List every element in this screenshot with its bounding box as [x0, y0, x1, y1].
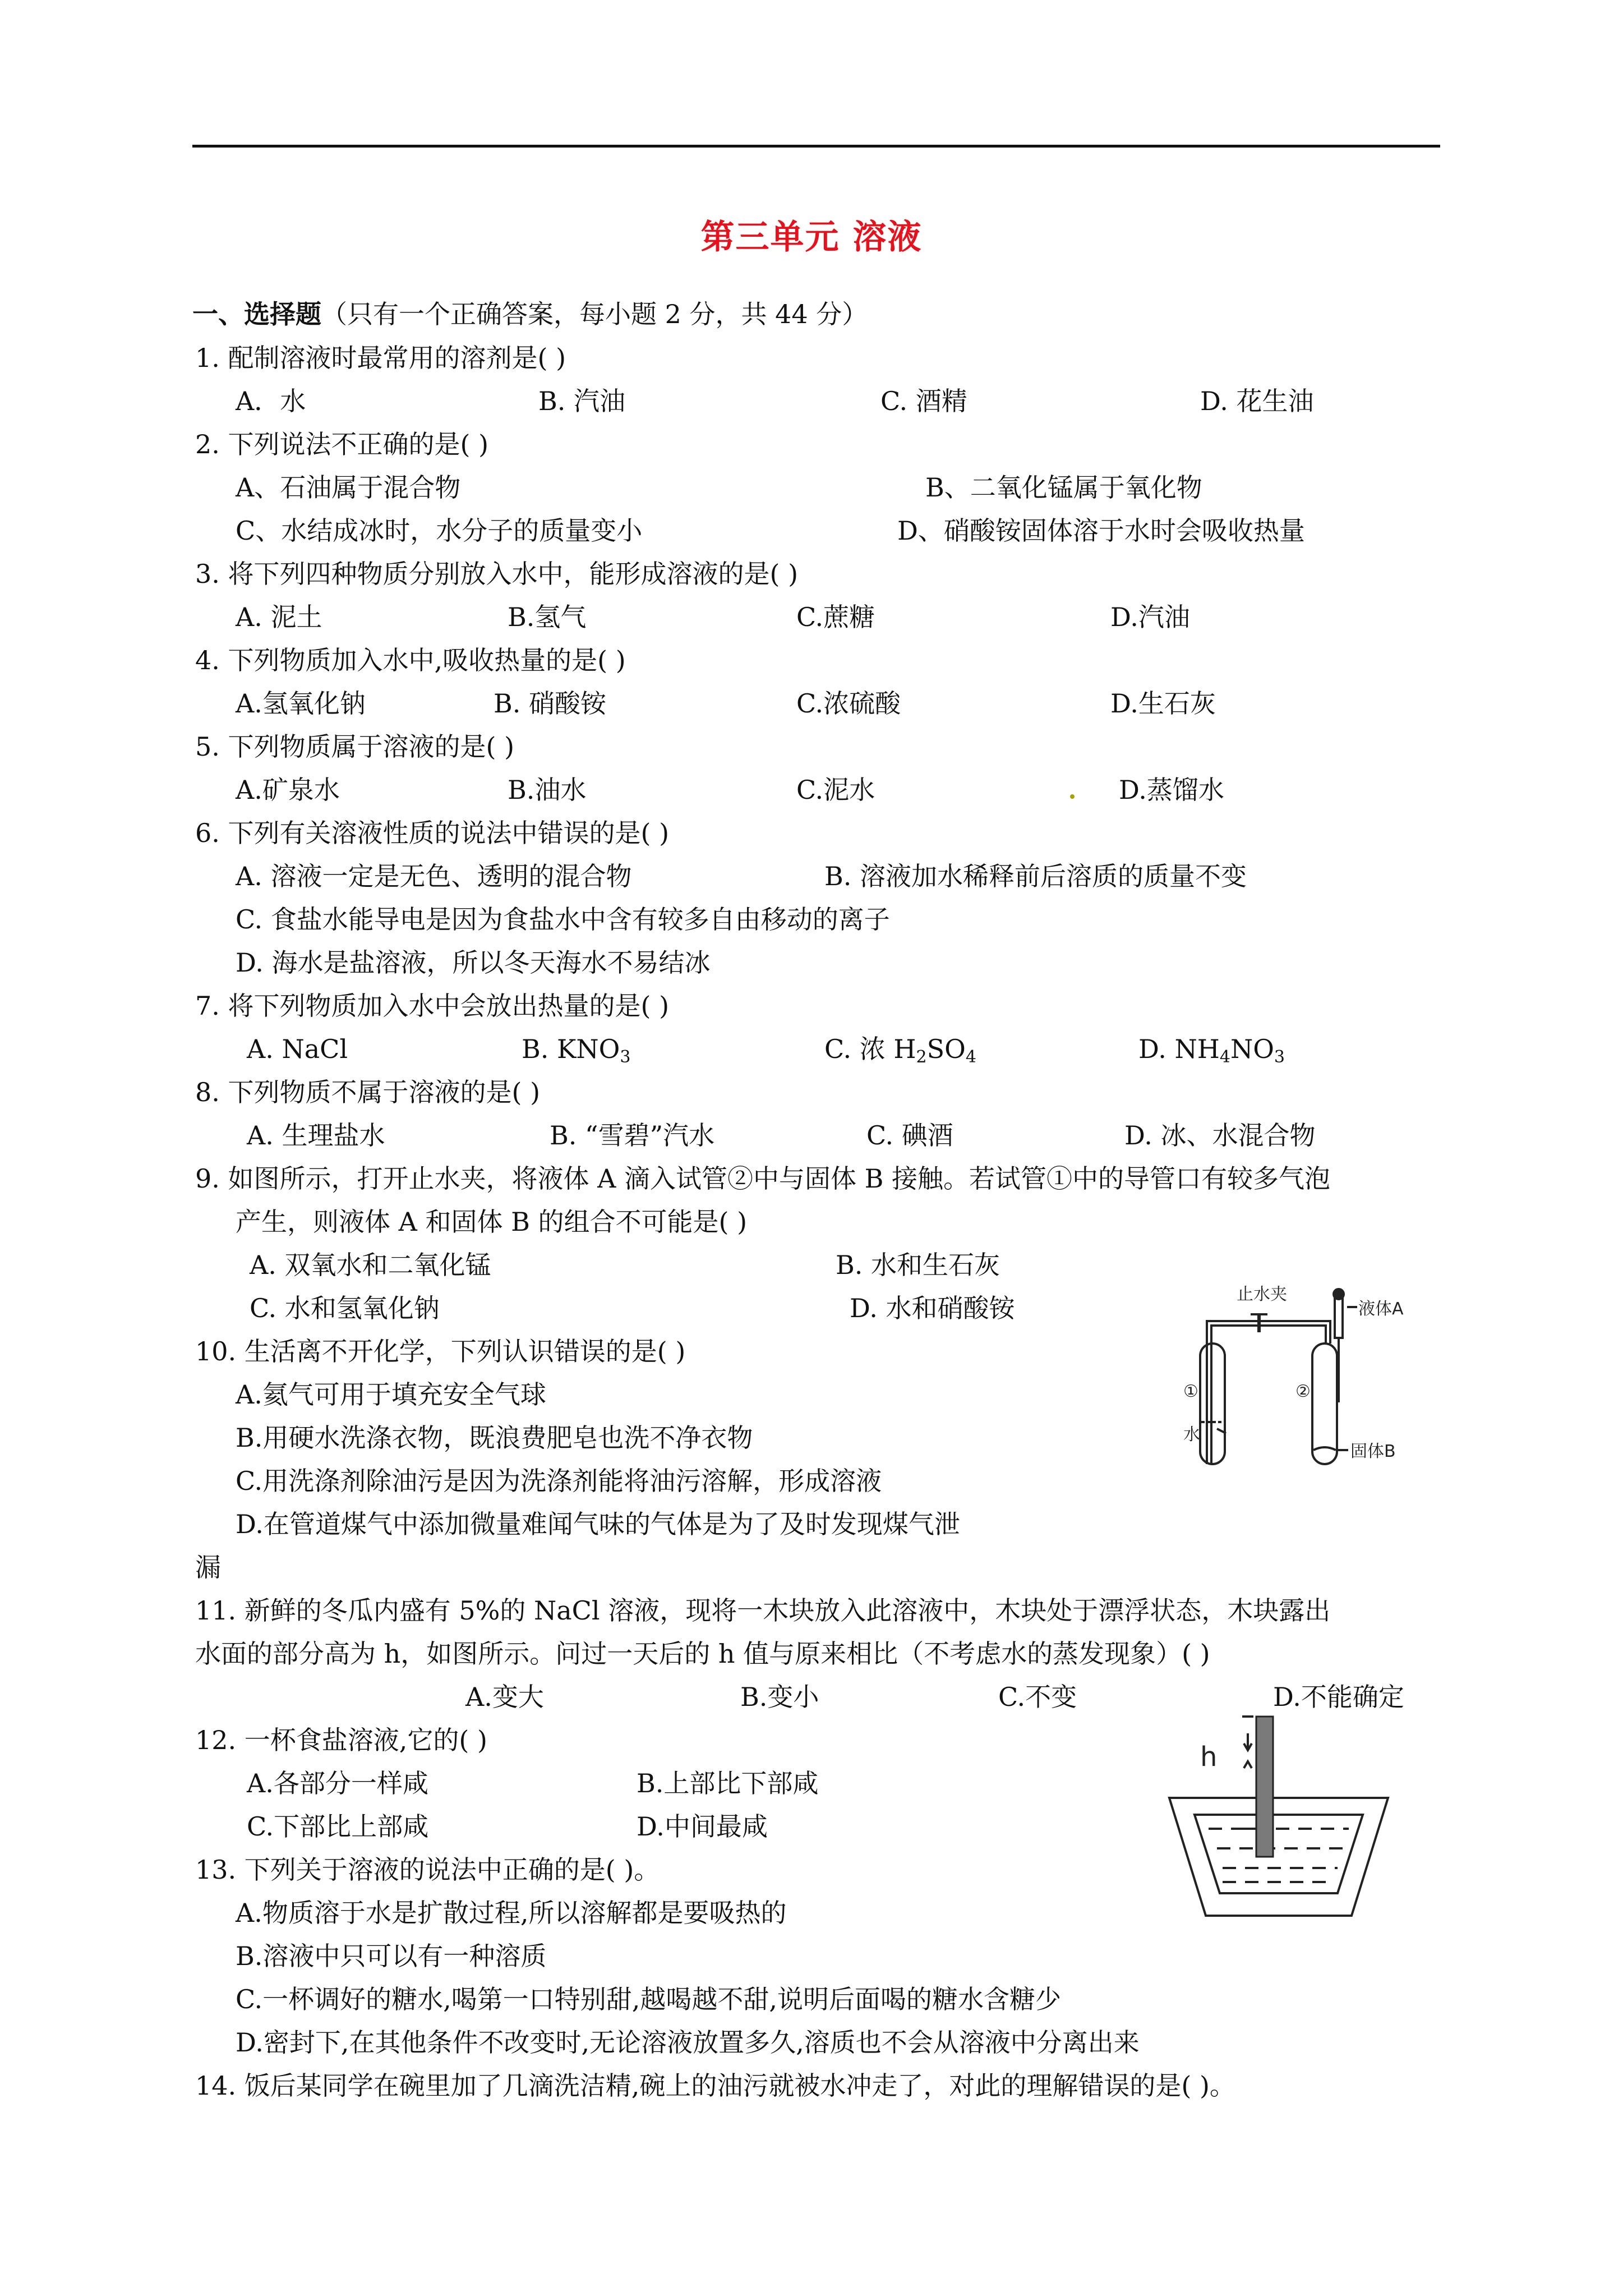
- q4-option-b: B. 硝酸铵: [494, 688, 607, 719]
- section-title: 一、选择题: [192, 299, 321, 329]
- q6-option-c: C. 食盐水能导电是因为食盐水中含有较多自由移动的离子: [236, 904, 890, 935]
- q1-option-d: D. 花生油: [1200, 386, 1314, 416]
- q5-option-c: C.泥水: [796, 775, 875, 805]
- q6-option-b: B. 溶液加水稀释前后溶质的质量不变: [824, 861, 1247, 891]
- question-14-stem: 14. 饭后某同学在碗里加了几滴洗洁精,碗上的油污就被水冲走了，对此的理解错误的是( )。: [195, 2070, 1235, 2101]
- q10-option-d-cont: 漏: [195, 1552, 221, 1582]
- q6-option-d: D. 海水是盐溶液，所以冬天海水不易结冰: [236, 947, 711, 978]
- no-text: NO: [1230, 1034, 1274, 1064]
- q3-option-c: C.蔗糖: [796, 602, 875, 632]
- q4-option-a: A.氢氧化钠: [236, 688, 366, 719]
- clamp-label: 止水夹: [1237, 1285, 1287, 1304]
- h2-subscript: 2: [916, 1047, 927, 1067]
- q7-option-c: [824, 1032, 976, 1074]
- q13-option-c: C.一杯调好的糖水,喝第一口特别甜,越喝越不甜,说明后面喝的糖水含糖少: [236, 1984, 1062, 2014]
- header-rule: [192, 145, 1440, 148]
- q10-option-b: B.用硬水洗涤衣物，既浪费肥皂也洗不净衣物: [236, 1423, 753, 1453]
- question-3-stem: 3. 将下列四种物质分别放入水中，能形成溶液的是( ): [195, 559, 799, 589]
- q9-option-b: B. 水和生石灰: [836, 1250, 1000, 1280]
- solid-b: [1313, 1447, 1336, 1450]
- section-note: （只有一个正确答案，每小题 2 分，共 44 分）: [321, 299, 868, 329]
- tube-2-label: ②: [1295, 1382, 1311, 1401]
- q1-option-c: C. 酒精: [880, 386, 967, 416]
- q7-option-b-text: B. KNO: [522, 1034, 620, 1064]
- q8-option-a: A. 生理盐水: [247, 1120, 385, 1151]
- tube-1-label: ①: [1183, 1382, 1198, 1401]
- question-9-stem-cont: 产生，则液体 A 和固体 B 的组合不可能是( ): [236, 1207, 748, 1237]
- question-13-stem: 13. 下列关于溶液的说法中正确的是( )。: [195, 1855, 660, 1885]
- q13-option-a: A.物质溶于水是扩散过程,所以溶解都是要吸热的: [236, 1898, 787, 1928]
- q11-option-d: D.不能确定: [1273, 1682, 1404, 1712]
- no3-subscript: 3: [1274, 1047, 1285, 1067]
- q11-option-b: B.变小: [740, 1682, 819, 1712]
- q7-option-d-text: D. NH: [1138, 1034, 1220, 1064]
- wood-block: [1256, 1717, 1273, 1857]
- q9-apparatus-figure: [1166, 1282, 1413, 1478]
- question-5-stem: 5. 下列物质属于溶液的是( ): [195, 731, 515, 762]
- question-1-stem: 1. 配制溶液时最常用的溶剂是( ): [195, 343, 566, 373]
- q13-option-d: D.密封下,在其他条件不改变时,无论溶液放置多久,溶质也不会从溶液中分离出来: [236, 2027, 1140, 2058]
- q9-option-d: D. 水和硝酸铵: [850, 1293, 1015, 1323]
- so4-subscript: 4: [965, 1047, 976, 1067]
- q12-option-d: D.中间最咸: [637, 1811, 768, 1842]
- q12-option-c: C.下部比上部咸: [247, 1811, 429, 1842]
- q11-floating-block-figure: [1166, 1711, 1391, 1918]
- question-2-stem: 2. 下列说法不正确的是( ): [195, 429, 489, 459]
- q6-option-a: A. 溶液一定是无色、透明的混合物: [236, 861, 632, 891]
- q13-option-b: B.溶液中只可以有一种溶质: [236, 1941, 547, 1971]
- q11-option-a: A.变大: [465, 1682, 544, 1712]
- question-9-stem: 9. 如图所示，打开止水夹，将液体 A 滴入试管②中与固体 B 接触。若试管①中的导管口有较多气泡: [195, 1163, 1331, 1194]
- q2-option-b: B、二氧化锰属于氧化物: [925, 472, 1202, 503]
- q4-option-c: C.浓硫酸: [796, 688, 901, 719]
- q3-option-d: D.汽油: [1110, 602, 1190, 632]
- q2-option-d: D、硝酸铵固体溶于水时会吸收热量: [897, 516, 1305, 546]
- q10-option-c: C.用洗涤剂除油污是因为洗涤剂能将油污溶解，形成溶液: [236, 1466, 882, 1496]
- tube-2: [1312, 1343, 1337, 1464]
- q7-option-b: [522, 1032, 630, 1074]
- question-12-stem: 12. 一杯食盐溶液,它的( ): [195, 1725, 487, 1755]
- q4-option-d: D.生石灰: [1110, 688, 1216, 719]
- q5-option-a: A.矿泉水: [236, 775, 340, 805]
- q7-option-c-text: C. 浓 H: [824, 1034, 916, 1064]
- question-4-stem: 4. 下列物质加入水中,吸收热量的是( ): [195, 645, 626, 675]
- q9-option-a: A. 双氧水和二氧化锰: [250, 1250, 491, 1280]
- solid-b-label: 固体B: [1350, 1442, 1396, 1461]
- h-label: h: [1200, 1741, 1218, 1773]
- q7-option-d: [1138, 1032, 1285, 1074]
- stray-dot: [1070, 794, 1075, 799]
- q1-option-b: B. 汽油: [538, 386, 626, 416]
- q5-option-d: D.蒸馏水: [1119, 775, 1224, 805]
- question-6-stem: 6. 下列有关溶液性质的说法中错误的是( ): [195, 818, 670, 848]
- q10-option-d: D.在管道煤气中添加微量难闻气味的气体是为了及时发现煤气泄: [236, 1509, 960, 1539]
- section-heading: [192, 297, 868, 331]
- nh4-subscript: 4: [1219, 1047, 1230, 1067]
- question-7-stem: 7. 将下列物质加入水中会放出热量的是( ): [195, 991, 670, 1021]
- q10-option-a: A.氦气可用于填充安全气球: [236, 1379, 546, 1410]
- q8-option-b: B. “雪碧”汽水: [550, 1120, 715, 1151]
- q12-option-a: A.各部分一样咸: [247, 1768, 428, 1798]
- kno3-subscript: 3: [620, 1047, 631, 1067]
- q3-option-a: A. 泥土: [236, 602, 322, 632]
- q2-option-a: A、石油属于混合物: [236, 472, 461, 503]
- question-8-stem: 8. 下列物质不属于溶液的是( ): [195, 1077, 541, 1107]
- liquid-a-label: 液体A: [1358, 1299, 1404, 1319]
- q8-option-c: C. 碘酒: [866, 1120, 953, 1151]
- q5-option-b: B.油水: [508, 775, 587, 805]
- q11-option-c: C.不变: [998, 1682, 1077, 1712]
- q8-option-d: D. 冰、水混合物: [1124, 1120, 1316, 1151]
- q12-option-b: B.上部比下部咸: [637, 1768, 819, 1798]
- q1-option-a: A．水: [236, 386, 306, 416]
- question-10-stem: 10. 生活离不开化学，下列认识错误的是( ): [195, 1336, 686, 1366]
- q9-option-c: C. 水和氢氧化钠: [250, 1293, 440, 1323]
- q2-option-c: C、水结成冰时，水分子的质量变小: [236, 516, 643, 546]
- so-text: SO: [926, 1034, 966, 1064]
- page-title: 第三单元 溶液: [700, 218, 923, 257]
- q3-option-b: B.氢气: [508, 602, 587, 632]
- q7-option-a: A. NaCl: [247, 1034, 348, 1064]
- question-11-stem-cont: 水面的部分高为 h，如图所示。问过一天后的 h 值与原来相比（不考虑水的蒸发现象）( ): [195, 1639, 1210, 1669]
- question-11-stem: 11. 新鲜的冬瓜内盛有 5%的 NaCl 溶液，现将一木块放入此溶液中，木块处于漂浮状态，木块露出: [195, 1595, 1331, 1626]
- water-label: 水: [1183, 1425, 1200, 1444]
